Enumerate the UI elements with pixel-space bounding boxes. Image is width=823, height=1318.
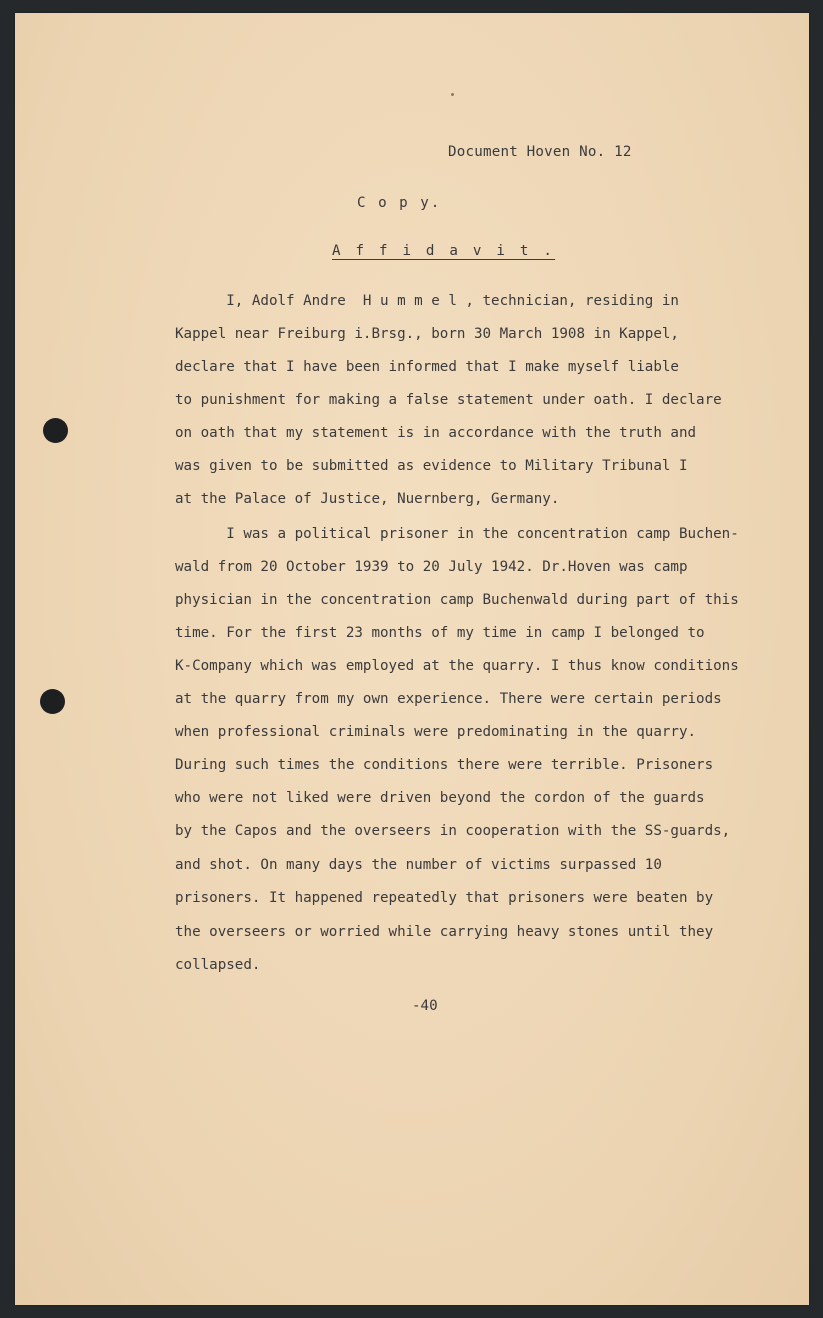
body-line: and shot. On many days the number of victims surpassed 10 <box>175 857 662 873</box>
body-line: at the quarry from my own experience. There were certain periods <box>175 691 722 707</box>
paper-speck <box>451 93 454 96</box>
body-line: the overseers or worried while carrying heavy stones until they <box>175 924 714 940</box>
body-line: was given to be submitted as evidence to Military Tribunal I <box>175 458 688 474</box>
body-line: I was a political prisoner in the concentration camp Buchen- <box>175 526 739 542</box>
document-page <box>15 13 809 1305</box>
body-line: who were not liked were driven beyond the cordon of the guards <box>175 790 705 806</box>
body-line: physician in the concentration camp Buchenwald during part of this <box>175 592 739 608</box>
document-title: A f f i d a v i t . <box>332 243 556 259</box>
body-line: I, Adolf Andre H u m m e l , technician, residing in <box>175 293 679 309</box>
body-line: by the Capos and the overseers in cooperation with the SS-guards, <box>175 823 731 839</box>
body-line: During such times the conditions there were terrible. Prisoners <box>175 757 714 773</box>
page-number: -40 <box>412 998 438 1014</box>
body-line: on oath that my statement is in accordance with the truth and <box>175 425 697 441</box>
body-line: declare that I have been informed that I make myself liable <box>175 359 679 375</box>
body-line: Kappel near Freiburg i.Brsg., born 30 March 1908 in Kappel, <box>175 326 679 342</box>
body-line: wald from 20 October 1939 to 20 July 1942. Dr.Hoven was camp <box>175 559 688 575</box>
body-line: time. For the first 23 months of my time in camp I belonged to <box>175 625 705 641</box>
punch-hole-top <box>43 418 68 443</box>
body-line: K-Company which was employed at the quarry. I thus know conditions <box>175 658 739 674</box>
body-line: at the Palace of Justice, Nuernberg, Germany. <box>175 491 560 507</box>
body-line: collapsed. <box>175 957 261 973</box>
body-line: prisoners. It happened repeatedly that prisoners were beaten by <box>175 890 714 906</box>
body-line: to punishment for making a false statement under oath. I declare <box>175 392 722 408</box>
punch-hole-bottom <box>40 689 65 714</box>
body-line: when professional criminals were predominating in the quarry. <box>175 724 697 740</box>
document-reference: Document Hoven No. 12 <box>448 144 632 160</box>
copy-label: C o p y. <box>357 195 442 211</box>
